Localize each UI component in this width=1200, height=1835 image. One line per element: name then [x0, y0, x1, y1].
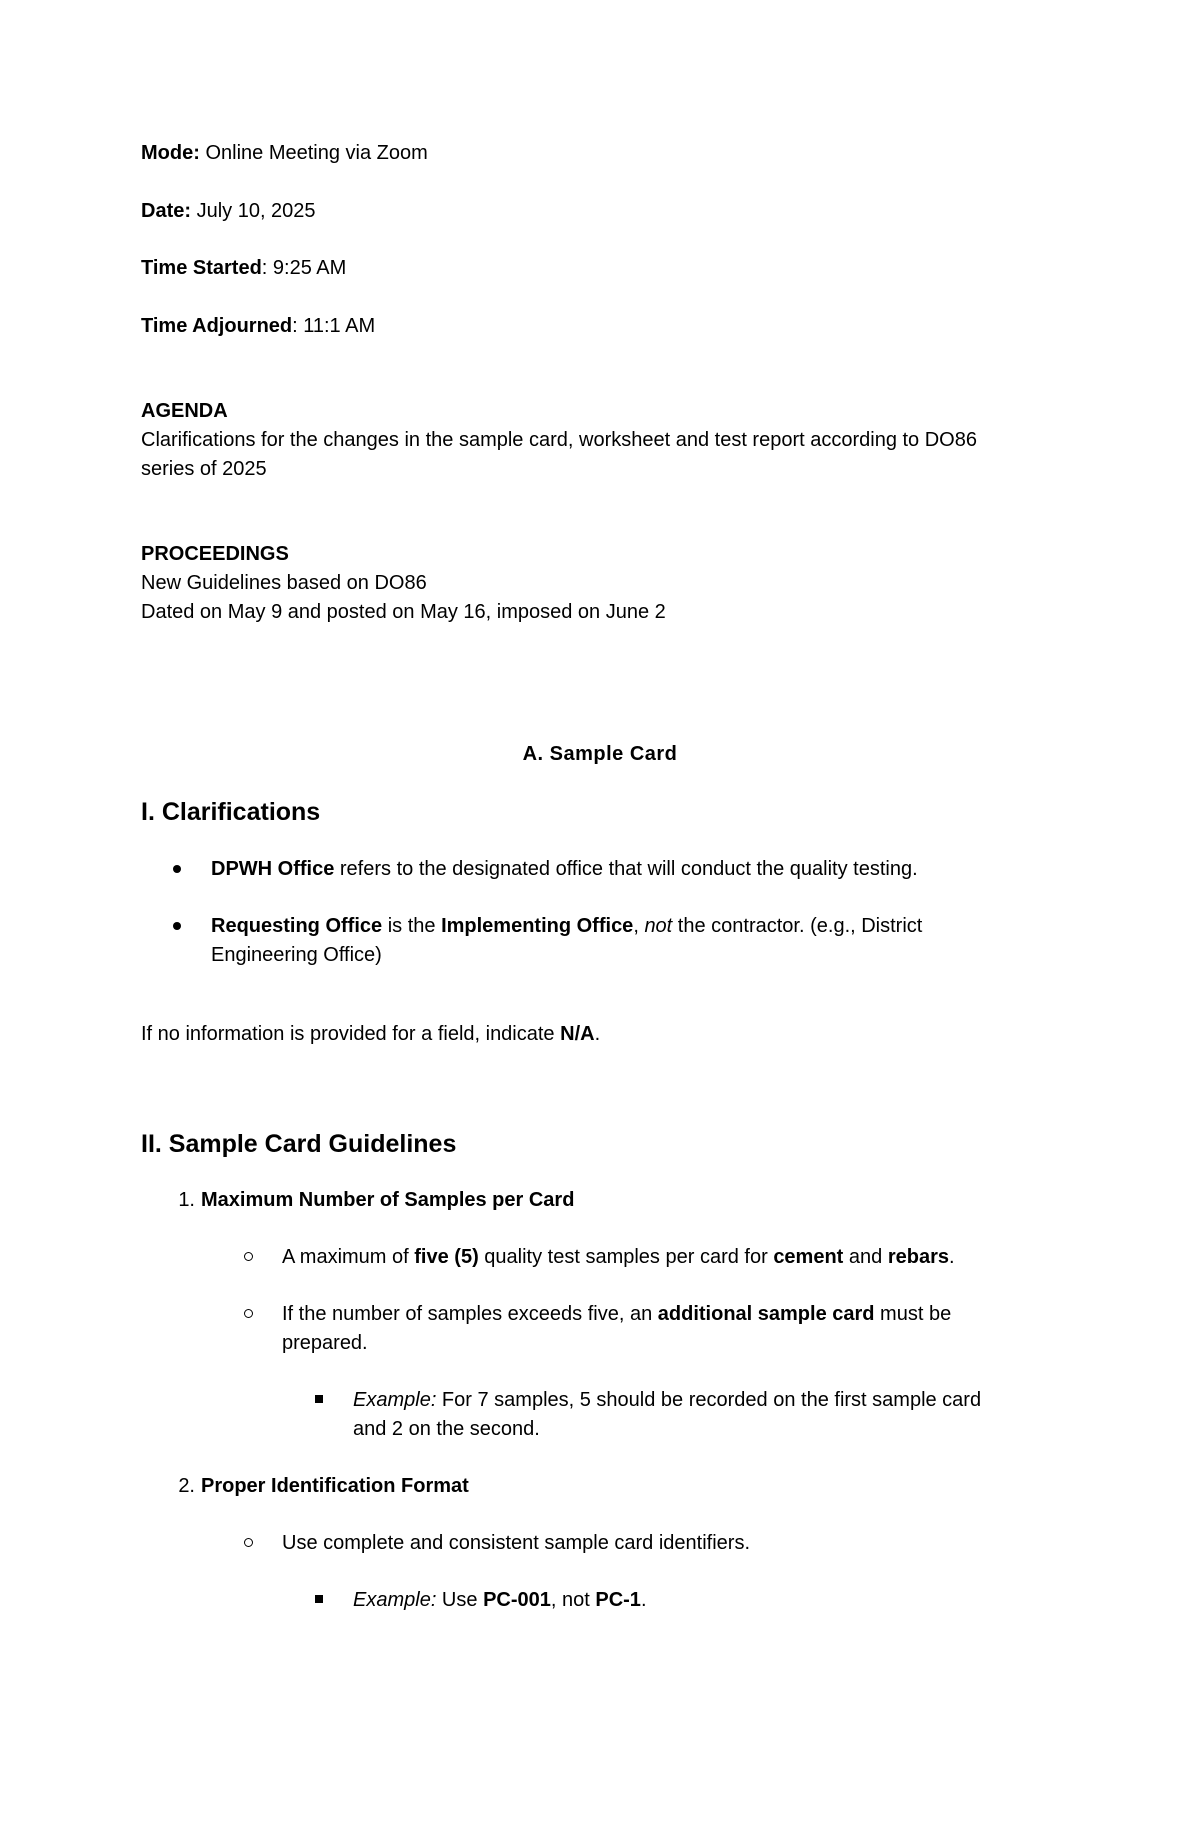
guideline-text: Use complete and consistent sample card identifiers.	[282, 1532, 751, 1554]
guideline-bold: rebars	[887, 1246, 949, 1268]
agenda-heading: AGENDA	[141, 400, 228, 422]
bullet-circle-icon	[212, 1529, 284, 1558]
bullet-disc-icon	[141, 855, 213, 884]
clarification-text: is the	[382, 915, 442, 937]
bullet-disc-icon	[141, 912, 213, 941]
guideline-text: If the number of samples exceeds five, an	[282, 1303, 658, 1325]
list-item	[176, 1186, 1056, 1215]
clarification-text: ,	[633, 915, 645, 937]
bullet-circle-icon	[212, 1300, 284, 1329]
date-label: Date:	[141, 200, 192, 222]
mode-line	[141, 139, 428, 168]
guideline-bold: cement	[773, 1246, 844, 1268]
time-adjourned-value: : 11:1 AM	[292, 315, 376, 337]
na-note-value: N/A	[560, 1023, 595, 1045]
guideline-text: quality test samples per card for	[478, 1246, 774, 1268]
mode-value: Online Meeting via Zoom	[199, 142, 428, 164]
time-adjourned-line	[141, 312, 375, 341]
guideline-text: .	[948, 1246, 955, 1268]
guideline-text: A maximum of	[282, 1246, 415, 1268]
clarifications-heading: I. Clarifications	[141, 798, 321, 826]
example-label: Example:	[353, 1589, 437, 1611]
time-started-value: : 9:25 AM	[261, 257, 347, 279]
guidelines-heading: II. Sample Card Guidelines	[141, 1130, 457, 1158]
bullet-circle-icon	[212, 1243, 284, 1272]
example-text: .	[640, 1589, 647, 1611]
proceedings-line-2: Dated on May 9 and posted on May 16, imposed on June 2	[141, 601, 666, 623]
guideline-title: Proper Identification Format	[201, 1475, 469, 1497]
proceedings-line-1: New Guidelines based on DO86	[141, 572, 427, 594]
date-line	[141, 197, 316, 226]
agenda-line-1: Clarifications for the changes in the sample card, worksheet and test report according to DO86	[141, 429, 977, 451]
na-note	[141, 1020, 600, 1049]
guideline-title: Maximum Number of Samples per Card	[201, 1189, 575, 1211]
guideline-text: prepared.	[282, 1332, 368, 1354]
proceedings-heading: PROCEEDINGS	[141, 543, 289, 565]
time-started-label: Time Started	[141, 257, 262, 279]
guideline-text: and	[843, 1246, 888, 1268]
example-label: Example:	[353, 1389, 437, 1411]
guideline-text: must be	[874, 1303, 952, 1325]
list-item	[176, 1472, 1056, 1501]
example-text: and 2 on the second.	[353, 1418, 540, 1440]
clarification-text: the contractor. (e.g., District	[672, 915, 923, 937]
example-text: Use	[436, 1589, 484, 1611]
time-started-line	[141, 254, 346, 283]
clarification-term: Requesting Office	[211, 915, 383, 937]
date-value: July 10, 2025	[191, 200, 316, 222]
na-note-end: .	[594, 1023, 601, 1045]
bullet-square-icon	[283, 1386, 355, 1415]
agenda-line-2: series of 2025	[141, 458, 267, 480]
list-item	[176, 855, 1056, 884]
list-item	[247, 1300, 1057, 1358]
guideline-bold: five (5)	[414, 1246, 479, 1268]
example-bold: PC-001	[483, 1589, 551, 1611]
example-text: , not	[550, 1589, 596, 1611]
list-item	[176, 912, 1056, 970]
clarification-text: refers to the designated office that will conduct the quality testing.	[334, 858, 918, 880]
na-note-text: If no information is provided for a field, indicate	[141, 1023, 561, 1045]
list-item	[318, 1586, 1058, 1615]
list-item	[247, 1529, 1057, 1558]
clarification-term: DPWH Office	[211, 858, 335, 880]
example-bold: PC-1	[595, 1589, 641, 1611]
bullet-square-icon	[283, 1586, 355, 1615]
clarification-term: Implementing Office	[441, 915, 634, 937]
list-number: 1.	[178, 1189, 195, 1211]
list-item	[247, 1243, 1057, 1272]
example-text: For 7 samples, 5 should be recorded on the first sample card	[436, 1389, 982, 1411]
clarification-emphasis: not	[644, 915, 673, 937]
list-item	[318, 1386, 1058, 1444]
time-adjourned-label: Time Adjourned	[141, 315, 293, 337]
list-number: 2.	[178, 1475, 195, 1497]
guideline-bold: additional sample card	[657, 1303, 875, 1325]
section-a-title: A. Sample Card	[522, 743, 678, 765]
clarification-text: Engineering Office)	[211, 944, 382, 966]
mode-label: Mode:	[141, 142, 200, 164]
